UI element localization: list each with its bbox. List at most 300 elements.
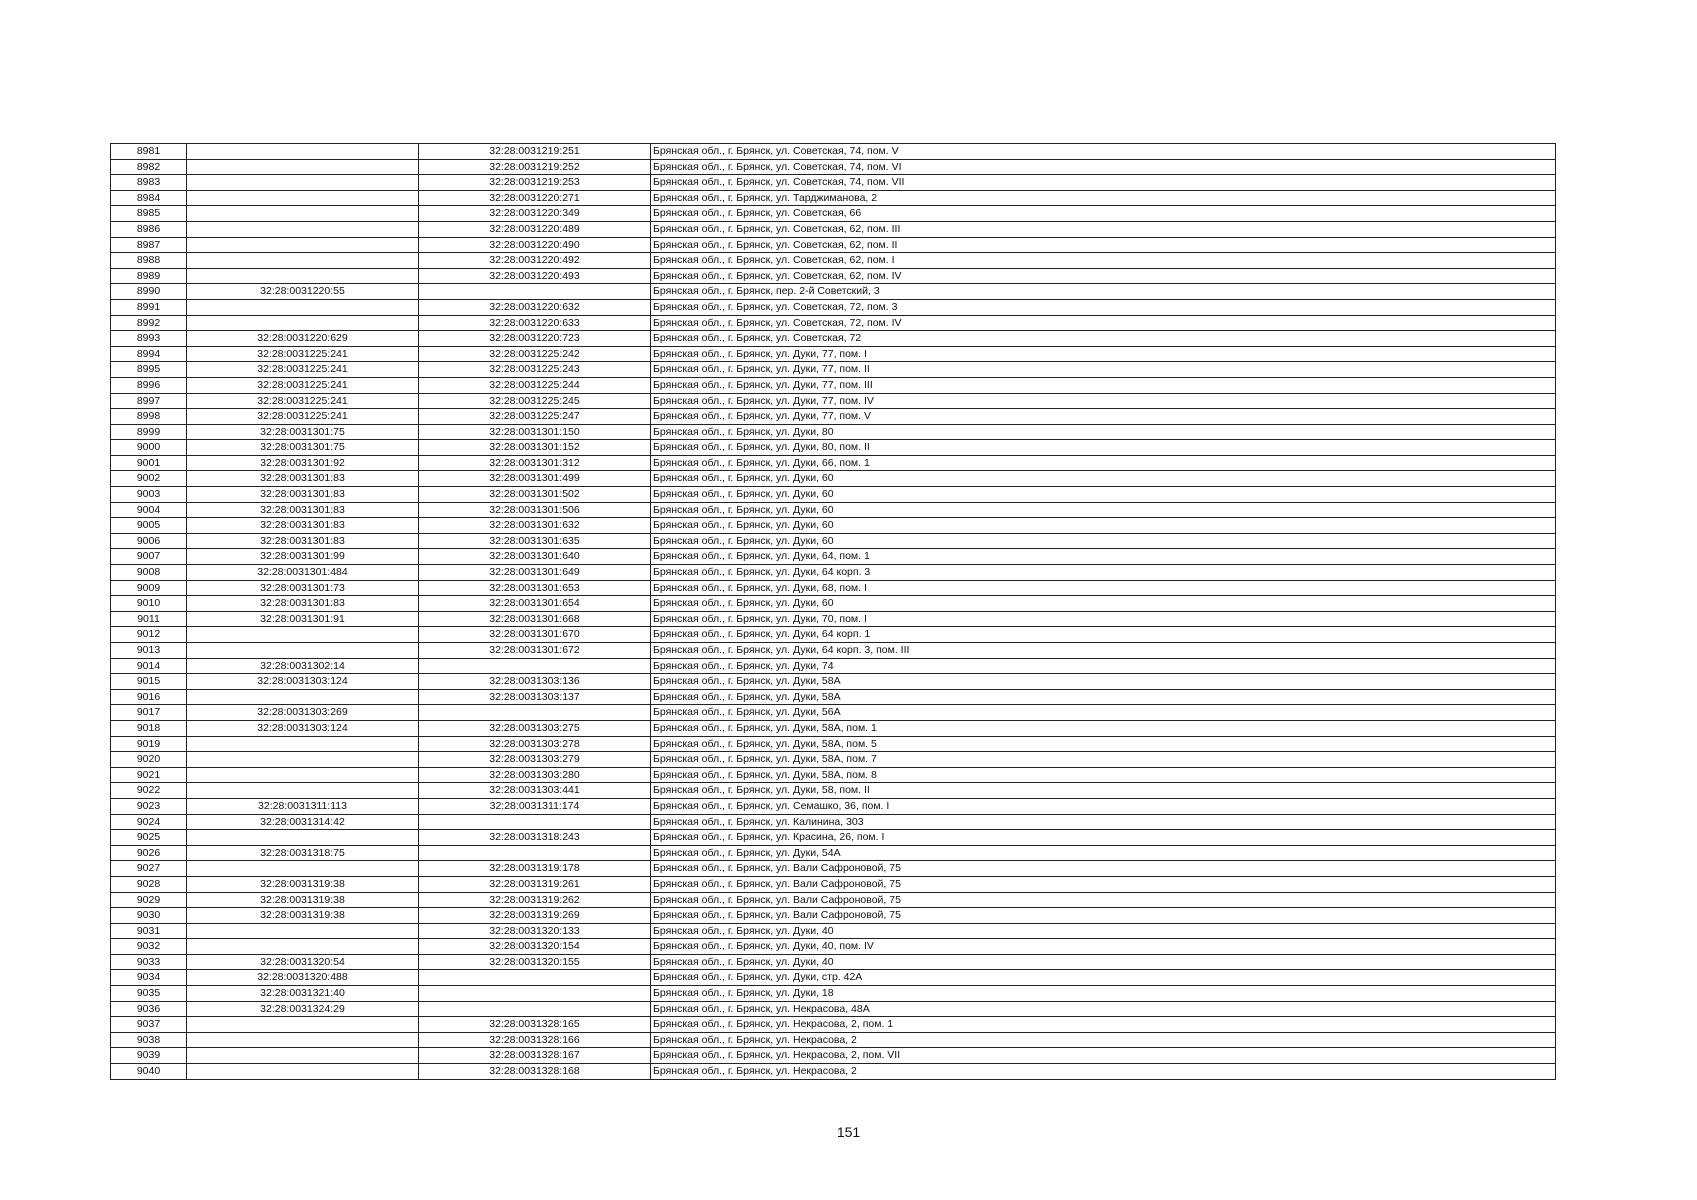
table-row xyxy=(111,377,1556,393)
cadastral-number-cell: 32:28:0031301:312 xyxy=(419,455,651,471)
table-row xyxy=(111,533,1556,549)
row-number-cell: 9040 xyxy=(111,1064,187,1080)
parent-cadastral-number-cell: 32:28:0031301:83 xyxy=(187,518,419,534)
parent-cadastral-number-cell xyxy=(187,643,419,659)
row-number-cell: 9030 xyxy=(111,908,187,924)
address-cell: Брянская обл., г. Брянск, ул. Дуки, 58А xyxy=(651,674,1556,690)
table-row xyxy=(111,175,1556,191)
parent-cadastral-number-cell xyxy=(187,299,419,315)
row-number-cell: 8991 xyxy=(111,299,187,315)
cadastral-number-cell: 32:28:0031220:632 xyxy=(419,299,651,315)
row-number-cell: 9028 xyxy=(111,876,187,892)
row-number-cell: 9015 xyxy=(111,674,187,690)
parent-cadastral-number-cell: 32:28:0031301:92 xyxy=(187,455,419,471)
table-row xyxy=(111,424,1556,440)
cadastral-number-cell: 32:28:0031225:247 xyxy=(419,409,651,425)
address-cell: Брянская обл., г. Брянск, ул. Дуки, 58А, пом. 1 xyxy=(651,720,1556,736)
table-row xyxy=(111,315,1556,331)
parent-cadastral-number-cell xyxy=(187,689,419,705)
parent-cadastral-number-cell: 32:28:0031301:83 xyxy=(187,471,419,487)
row-number-cell: 9018 xyxy=(111,720,187,736)
cadastral-number-cell: 32:28:0031301:670 xyxy=(419,627,651,643)
address-cell: Брянская обл., г. Брянск, ул. Советская, 66 xyxy=(651,206,1556,222)
address-cell: Брянская обл., г. Брянск, ул. Дуки, 77, пом. II xyxy=(651,362,1556,378)
address-cell: Брянская обл., г. Брянск, ул. Дуки, 60 xyxy=(651,471,1556,487)
table-row xyxy=(111,284,1556,300)
row-number-cell: 8989 xyxy=(111,268,187,284)
address-cell: Брянская обл., г. Брянск, ул. Дуки, 77, пом. III xyxy=(651,377,1556,393)
table-row xyxy=(111,471,1556,487)
cadastral-number-cell: 32:28:0031301:672 xyxy=(419,643,651,659)
row-number-cell: 8983 xyxy=(111,175,187,191)
address-cell: Брянская обл., г. Брянск, ул. Дуки, 68, пом. I xyxy=(651,580,1556,596)
table-row xyxy=(111,876,1556,892)
address-cell: Брянская обл., г. Брянск, ул. Некрасова, 2, пом. VII xyxy=(651,1048,1556,1064)
row-number-cell: 9004 xyxy=(111,502,187,518)
row-number-cell: 9033 xyxy=(111,954,187,970)
address-cell: Брянская обл., г. Брянск, ул. Дуки, 54А xyxy=(651,845,1556,861)
row-number-cell: 9011 xyxy=(111,611,187,627)
cadastral-number-cell: 32:28:0031301:150 xyxy=(419,424,651,440)
row-number-cell: 9032 xyxy=(111,939,187,955)
address-cell: Брянская обл., г. Брянск, ул. Дуки, 18 xyxy=(651,986,1556,1002)
address-cell: Брянская обл., г. Брянск, ул. Дуки, 60 xyxy=(651,518,1556,534)
cadastral-number-cell: 32:28:0031319:262 xyxy=(419,892,651,908)
parent-cadastral-number-cell: 32:28:0031301:83 xyxy=(187,487,419,503)
data-table xyxy=(110,143,1556,1080)
parent-cadastral-number-cell: 32:28:0031301:83 xyxy=(187,533,419,549)
row-number-cell: 9008 xyxy=(111,565,187,581)
cadastral-number-cell: 32:28:0031219:251 xyxy=(419,144,651,160)
row-number-cell: 9006 xyxy=(111,533,187,549)
address-cell: Брянская обл., г. Брянск, ул. Некрасова, 48А xyxy=(651,1001,1556,1017)
cadastral-number-cell: 32:28:0031303:278 xyxy=(419,736,651,752)
cadastral-number-cell: 32:28:0031320:133 xyxy=(419,923,651,939)
address-cell: Брянская обл., г. Брянск, ул. Вали Сафроновой, 75 xyxy=(651,876,1556,892)
parent-cadastral-number-cell: 32:28:0031314:42 xyxy=(187,814,419,830)
address-cell: Брянская обл., г. Брянск, ул. Вали Сафроновой, 75 xyxy=(651,861,1556,877)
address-cell: Брянская обл., г. Брянск, ул. Дуки, 64 корп. 3, пом. III xyxy=(651,643,1556,659)
address-cell: Брянская обл., г. Брянск, ул. Дуки, 80, пом. II xyxy=(651,440,1556,456)
table-row xyxy=(111,549,1556,565)
address-cell: Брянская обл., г. Брянск, ул. Дуки, 77, пом. IV xyxy=(651,393,1556,409)
cadastral-number-cell: 32:28:0031301:506 xyxy=(419,502,651,518)
parent-cadastral-number-cell xyxy=(187,939,419,955)
table-row xyxy=(111,159,1556,175)
table-row xyxy=(111,643,1556,659)
address-cell: Брянская обл., г. Брянск, ул. Дуки, стр. 42А xyxy=(651,970,1556,986)
table-row xyxy=(111,268,1556,284)
cadastral-number-cell: 32:28:0031303:280 xyxy=(419,767,651,783)
row-number-cell: 8999 xyxy=(111,424,187,440)
cadastral-number-cell: 32:28:0031303:441 xyxy=(419,783,651,799)
address-cell: Брянская обл., г. Брянск, ул. Советская, 74, пом. V xyxy=(651,144,1556,160)
table-row xyxy=(111,346,1556,362)
cadastral-number-cell: 32:28:0031301:502 xyxy=(419,487,651,503)
row-number-cell: 9025 xyxy=(111,830,187,846)
table-row xyxy=(111,409,1556,425)
cadastral-number-cell: 32:28:0031220:489 xyxy=(419,221,651,237)
row-number-cell: 9019 xyxy=(111,736,187,752)
cadastral-number-cell xyxy=(419,705,651,721)
row-number-cell: 9031 xyxy=(111,923,187,939)
row-number-cell: 8987 xyxy=(111,237,187,253)
address-cell: Брянская обл., г. Брянск, ул. Дуки, 64 корп. 3 xyxy=(651,565,1556,581)
table-row xyxy=(111,674,1556,690)
parent-cadastral-number-cell: 32:28:0031311:113 xyxy=(187,798,419,814)
parent-cadastral-number-cell xyxy=(187,1032,419,1048)
table-row xyxy=(111,206,1556,222)
address-cell: Брянская обл., г. Брянск, ул. Дуки, 64 корп. 1 xyxy=(651,627,1556,643)
table-row xyxy=(111,939,1556,955)
address-cell: Брянская обл., г. Брянск, ул. Дуки, 77, пом. I xyxy=(651,346,1556,362)
address-cell: Брянская обл., г. Брянск, ул. Дуки, 60 xyxy=(651,533,1556,549)
address-cell: Брянская обл., г. Брянск, ул. Красина, 26, пом. I xyxy=(651,830,1556,846)
row-number-cell: 8993 xyxy=(111,331,187,347)
cadastral-number-cell: 32:28:0031319:261 xyxy=(419,876,651,892)
cadastral-number-cell: 32:28:0031219:253 xyxy=(419,175,651,191)
table-row xyxy=(111,627,1556,643)
parent-cadastral-number-cell: 32:28:0031320:488 xyxy=(187,970,419,986)
row-number-cell: 9014 xyxy=(111,658,187,674)
row-number-cell: 8988 xyxy=(111,253,187,269)
row-number-cell: 8990 xyxy=(111,284,187,300)
address-cell: Брянская обл., г. Брянск, ул. Советская, 62, пом. I xyxy=(651,253,1556,269)
parent-cadastral-number-cell xyxy=(187,144,419,160)
parent-cadastral-number-cell xyxy=(187,1064,419,1080)
table-row xyxy=(111,1048,1556,1064)
parent-cadastral-number-cell: 32:28:0031320:54 xyxy=(187,954,419,970)
cadastral-number-cell: 32:28:0031219:252 xyxy=(419,159,651,175)
address-cell: Брянская обл., г. Брянск, ул. Советская, 62, пом. II xyxy=(651,237,1556,253)
table-row xyxy=(111,767,1556,783)
cadastral-number-cell: 32:28:0031328:167 xyxy=(419,1048,651,1064)
parent-cadastral-number-cell xyxy=(187,1017,419,1033)
cadastral-number-cell: 32:28:0031320:154 xyxy=(419,939,651,955)
table-row xyxy=(111,861,1556,877)
parent-cadastral-number-cell xyxy=(187,253,419,269)
address-cell: Брянская обл., г. Брянск, ул. Дуки, 80 xyxy=(651,424,1556,440)
cadastral-number-cell: 32:28:0031311:174 xyxy=(419,798,651,814)
cadastral-number-cell: 32:28:0031225:242 xyxy=(419,346,651,362)
table-row xyxy=(111,814,1556,830)
address-cell: Брянская обл., г. Брянск, ул. Советская, 62, пом. IV xyxy=(651,268,1556,284)
table-row xyxy=(111,393,1556,409)
row-number-cell: 9024 xyxy=(111,814,187,830)
address-cell: Брянская обл., г. Брянск, ул. Дуки, 40 xyxy=(651,954,1556,970)
parent-cadastral-number-cell: 32:28:0031303:269 xyxy=(187,705,419,721)
address-cell: Брянская обл., г. Брянск, ул. Дуки, 64, пом. 1 xyxy=(651,549,1556,565)
cadastral-number-cell: 32:28:0031220:633 xyxy=(419,315,651,331)
table-row xyxy=(111,689,1556,705)
table-row xyxy=(111,658,1556,674)
cadastral-number-cell: 32:28:0031301:653 xyxy=(419,580,651,596)
cadastral-number-cell: 32:28:0031225:243 xyxy=(419,362,651,378)
row-number-cell: 8996 xyxy=(111,377,187,393)
row-number-cell: 9023 xyxy=(111,798,187,814)
address-cell: Брянская обл., г. Брянск, ул. Некрасова, 2 xyxy=(651,1064,1556,1080)
parent-cadastral-number-cell: 32:28:0031319:38 xyxy=(187,876,419,892)
parent-cadastral-number-cell xyxy=(187,221,419,237)
address-cell: Брянская обл., г. Брянск, ул. Дуки, 60 xyxy=(651,487,1556,503)
row-number-cell: 9020 xyxy=(111,752,187,768)
table-row xyxy=(111,611,1556,627)
cadastral-number-cell: 32:28:0031318:243 xyxy=(419,830,651,846)
address-cell: Брянская обл., г. Брянск, ул. Дуки, 58А, пом. 8 xyxy=(651,767,1556,783)
row-number-cell: 9010 xyxy=(111,596,187,612)
cadastral-number-cell: 32:28:0031220:723 xyxy=(419,331,651,347)
table-row xyxy=(111,1001,1556,1017)
row-number-cell: 9009 xyxy=(111,580,187,596)
row-number-cell: 9001 xyxy=(111,455,187,471)
address-cell: Брянская обл., г. Брянск, ул. Дуки, 58А, пом. 5 xyxy=(651,736,1556,752)
row-number-cell: 9021 xyxy=(111,767,187,783)
parent-cadastral-number-cell: 32:28:0031301:75 xyxy=(187,440,419,456)
row-number-cell: 9035 xyxy=(111,986,187,1002)
address-cell: Брянская обл., г. Брянск, ул. Советская, 74, пом. VII xyxy=(651,175,1556,191)
parent-cadastral-number-cell: 32:28:0031318:75 xyxy=(187,845,419,861)
table-body xyxy=(111,144,1556,1080)
row-number-cell: 8995 xyxy=(111,362,187,378)
row-number-cell: 8982 xyxy=(111,159,187,175)
cadastral-number-cell: 32:28:0031303:136 xyxy=(419,674,651,690)
cadastral-number-cell: 32:28:0031303:137 xyxy=(419,689,651,705)
address-cell: Брянская обл., г. Брянск, ул. Советская, 72, пом. IV xyxy=(651,315,1556,331)
row-number-cell: 9000 xyxy=(111,440,187,456)
address-cell: Брянская обл., г. Брянск, ул. Дуки, 58А, пом. 7 xyxy=(651,752,1556,768)
table-row xyxy=(111,190,1556,206)
parent-cadastral-number-cell: 32:28:0031301:83 xyxy=(187,502,419,518)
table-row xyxy=(111,970,1556,986)
row-number-cell: 9036 xyxy=(111,1001,187,1017)
address-cell: Брянская обл., г. Брянск, ул. Советская, 72 xyxy=(651,331,1556,347)
parent-cadastral-number-cell: 32:28:0031319:38 xyxy=(187,908,419,924)
cadastral-number-cell: 32:28:0031220:349 xyxy=(419,206,651,222)
cadastral-number-cell: 32:28:0031301:635 xyxy=(419,533,651,549)
table-row xyxy=(111,455,1556,471)
row-number-cell: 8981 xyxy=(111,144,187,160)
parent-cadastral-number-cell: 32:28:0031302:14 xyxy=(187,658,419,674)
parent-cadastral-number-cell xyxy=(187,1048,419,1064)
table-row xyxy=(111,986,1556,1002)
cadastral-number-cell xyxy=(419,814,651,830)
table-row xyxy=(111,221,1556,237)
table-row xyxy=(111,705,1556,721)
table-row xyxy=(111,518,1556,534)
parent-cadastral-number-cell: 32:28:0031301:484 xyxy=(187,565,419,581)
parent-cadastral-number-cell: 32:28:0031321:40 xyxy=(187,986,419,1002)
table-row xyxy=(111,502,1556,518)
address-cell: Брянская обл., г. Брянск, ул. Дуки, 74 xyxy=(651,658,1556,674)
table-row xyxy=(111,144,1556,160)
row-number-cell: 9007 xyxy=(111,549,187,565)
address-cell: Брянская обл., г. Брянск, ул. Калинина, 303 xyxy=(651,814,1556,830)
table-row xyxy=(111,923,1556,939)
row-number-cell: 8985 xyxy=(111,206,187,222)
address-cell: Брянская обл., г. Брянск, пер. 2-й Советский, 3 xyxy=(651,284,1556,300)
row-number-cell: 9027 xyxy=(111,861,187,877)
cadastral-number-cell: 32:28:0031303:279 xyxy=(419,752,651,768)
parent-cadastral-number-cell xyxy=(187,783,419,799)
row-number-cell: 8984 xyxy=(111,190,187,206)
address-cell: Брянская обл., г. Брянск, ул. Советская, 74, пом. VI xyxy=(651,159,1556,175)
parent-cadastral-number-cell: 32:28:0031301:75 xyxy=(187,424,419,440)
parent-cadastral-number-cell: 32:28:0031301:83 xyxy=(187,596,419,612)
row-number-cell: 8994 xyxy=(111,346,187,362)
cadastral-number-cell xyxy=(419,1001,651,1017)
cadastral-number-cell: 32:28:0031301:649 xyxy=(419,565,651,581)
parent-cadastral-number-cell: 32:28:0031324:29 xyxy=(187,1001,419,1017)
table-row xyxy=(111,798,1556,814)
parent-cadastral-number-cell: 32:28:0031303:124 xyxy=(187,720,419,736)
row-number-cell: 9005 xyxy=(111,518,187,534)
cadastral-number-cell: 32:28:0031301:654 xyxy=(419,596,651,612)
table-row xyxy=(111,253,1556,269)
parent-cadastral-number-cell xyxy=(187,237,419,253)
parent-cadastral-number-cell: 32:28:0031301:91 xyxy=(187,611,419,627)
parent-cadastral-number-cell xyxy=(187,767,419,783)
table-row xyxy=(111,783,1556,799)
cadastral-number-cell: 32:28:0031220:490 xyxy=(419,237,651,253)
parent-cadastral-number-cell xyxy=(187,627,419,643)
cadastral-number-cell: 32:28:0031301:499 xyxy=(419,471,651,487)
row-number-cell: 9026 xyxy=(111,845,187,861)
address-cell: Брянская обл., г. Брянск, ул. Дуки, 40, пом. IV xyxy=(651,939,1556,955)
table-row xyxy=(111,237,1556,253)
parent-cadastral-number-cell xyxy=(187,830,419,846)
address-cell: Брянская обл., г. Брянск, ул. Некрасова, 2 xyxy=(651,1032,1556,1048)
row-number-cell: 9002 xyxy=(111,471,187,487)
row-number-cell: 8992 xyxy=(111,315,187,331)
cadastral-number-cell: 32:28:0031220:493 xyxy=(419,268,651,284)
address-cell: Брянская обл., г. Брянск, ул. Советская, 62, пом. III xyxy=(651,221,1556,237)
parent-cadastral-number-cell xyxy=(187,923,419,939)
parent-cadastral-number-cell xyxy=(187,206,419,222)
parent-cadastral-number-cell: 32:28:0031301:73 xyxy=(187,580,419,596)
parent-cadastral-number-cell xyxy=(187,268,419,284)
row-number-cell: 8997 xyxy=(111,393,187,409)
row-number-cell: 9013 xyxy=(111,643,187,659)
table-row xyxy=(111,736,1556,752)
table-row xyxy=(111,362,1556,378)
page-number: 151 xyxy=(836,1124,861,1140)
row-number-cell: 9039 xyxy=(111,1048,187,1064)
row-number-cell: 9034 xyxy=(111,970,187,986)
address-cell: Брянская обл., г. Брянск, ул. Дуки, 60 xyxy=(651,596,1556,612)
cadastral-number-cell: 32:28:0031220:271 xyxy=(419,190,651,206)
address-cell: Брянская обл., г. Брянск, ул. Дуки, 60 xyxy=(651,502,1556,518)
cadastral-number-cell: 32:28:0031301:668 xyxy=(419,611,651,627)
table-row xyxy=(111,954,1556,970)
table-row xyxy=(111,299,1556,315)
parent-cadastral-number-cell: 32:28:0031225:241 xyxy=(187,362,419,378)
cadastral-number-cell: 32:28:0031220:492 xyxy=(419,253,651,269)
row-number-cell: 9016 xyxy=(111,689,187,705)
table-row xyxy=(111,892,1556,908)
parent-cadastral-number-cell: 32:28:0031225:241 xyxy=(187,393,419,409)
address-cell: Брянская обл., г. Брянск, ул. Дуки, 58, пом. II xyxy=(651,783,1556,799)
cadastral-number-cell: 32:28:0031320:155 xyxy=(419,954,651,970)
cadastral-number-cell xyxy=(419,970,651,986)
address-cell: Брянская обл., г. Брянск, ул. Дуки, 58А xyxy=(651,689,1556,705)
table-row xyxy=(111,440,1556,456)
address-cell: Брянская обл., г. Брянск, ул. Тарджиманова, 2 xyxy=(651,190,1556,206)
table-row xyxy=(111,487,1556,503)
parent-cadastral-number-cell xyxy=(187,175,419,191)
table-row xyxy=(111,720,1556,736)
parent-cadastral-number-cell xyxy=(187,861,419,877)
parent-cadastral-number-cell: 32:28:0031301:99 xyxy=(187,549,419,565)
cadastral-number-cell: 32:28:0031225:244 xyxy=(419,377,651,393)
address-cell: Брянская обл., г. Брянск, ул. Дуки, 56А xyxy=(651,705,1556,721)
table-row xyxy=(111,580,1556,596)
address-cell: Брянская обл., г. Брянск, ул. Советская, 72, пом. 3 xyxy=(651,299,1556,315)
row-number-cell: 9003 xyxy=(111,487,187,503)
parent-cadastral-number-cell xyxy=(187,315,419,331)
parent-cadastral-number-cell xyxy=(187,159,419,175)
cadastral-number-cell: 32:28:0031301:640 xyxy=(419,549,651,565)
row-number-cell: 9038 xyxy=(111,1032,187,1048)
parent-cadastral-number-cell: 32:28:0031225:241 xyxy=(187,346,419,362)
table-row xyxy=(111,830,1556,846)
cadastral-number-cell xyxy=(419,658,651,674)
address-cell: Брянская обл., г. Брянск, ул. Вали Сафроновой, 75 xyxy=(651,892,1556,908)
parent-cadastral-number-cell xyxy=(187,190,419,206)
parent-cadastral-number-cell xyxy=(187,752,419,768)
address-cell: Брянская обл., г. Брянск, ул. Некрасова, 2, пом. 1 xyxy=(651,1017,1556,1033)
address-cell: Брянская обл., г. Брянск, ул. Дуки, 40 xyxy=(651,923,1556,939)
cadastral-number-cell: 32:28:0031303:275 xyxy=(419,720,651,736)
cadastral-number-cell xyxy=(419,986,651,1002)
cadastral-number-cell: 32:28:0031328:166 xyxy=(419,1032,651,1048)
parent-cadastral-number-cell: 32:28:0031225:241 xyxy=(187,409,419,425)
row-number-cell: 9029 xyxy=(111,892,187,908)
table-row xyxy=(111,565,1556,581)
table-row xyxy=(111,752,1556,768)
parent-cadastral-number-cell xyxy=(187,736,419,752)
table-row xyxy=(111,908,1556,924)
address-cell: Брянская обл., г. Брянск, ул. Дуки, 70, пом. I xyxy=(651,611,1556,627)
table-row xyxy=(111,1064,1556,1080)
address-cell: Брянская обл., г. Брянск, ул. Семашко, 36, пом. I xyxy=(651,798,1556,814)
cadastral-number-cell: 32:28:0031319:269 xyxy=(419,908,651,924)
parent-cadastral-number-cell: 32:28:0031303:124 xyxy=(187,674,419,690)
address-cell: Брянская обл., г. Брянск, ул. Дуки, 66, пом. 1 xyxy=(651,455,1556,471)
row-number-cell: 8986 xyxy=(111,221,187,237)
table-row xyxy=(111,1017,1556,1033)
parent-cadastral-number-cell: 32:28:0031220:55 xyxy=(187,284,419,300)
cadastral-number-cell xyxy=(419,284,651,300)
table-row xyxy=(111,331,1556,347)
table-row xyxy=(111,845,1556,861)
table-row xyxy=(111,1032,1556,1048)
row-number-cell: 9012 xyxy=(111,627,187,643)
table-row xyxy=(111,596,1556,612)
row-number-cell: 9022 xyxy=(111,783,187,799)
parent-cadastral-number-cell: 32:28:0031225:241 xyxy=(187,377,419,393)
cadastral-number-cell: 32:28:0031328:165 xyxy=(419,1017,651,1033)
cadastral-number-cell: 32:28:0031301:152 xyxy=(419,440,651,456)
cadastral-number-cell xyxy=(419,845,651,861)
cadastral-number-cell: 32:28:0031301:632 xyxy=(419,518,651,534)
address-cell: Брянская обл., г. Брянск, ул. Вали Сафроновой, 75 xyxy=(651,908,1556,924)
cadastral-number-cell: 32:28:0031328:168 xyxy=(419,1064,651,1080)
cadastral-number-cell: 32:28:0031319:178 xyxy=(419,861,651,877)
address-cell: Брянская обл., г. Брянск, ул. Дуки, 77, пом. V xyxy=(651,409,1556,425)
row-number-cell: 9037 xyxy=(111,1017,187,1033)
parent-cadastral-number-cell: 32:28:0031220:629 xyxy=(187,331,419,347)
row-number-cell: 8998 xyxy=(111,409,187,425)
